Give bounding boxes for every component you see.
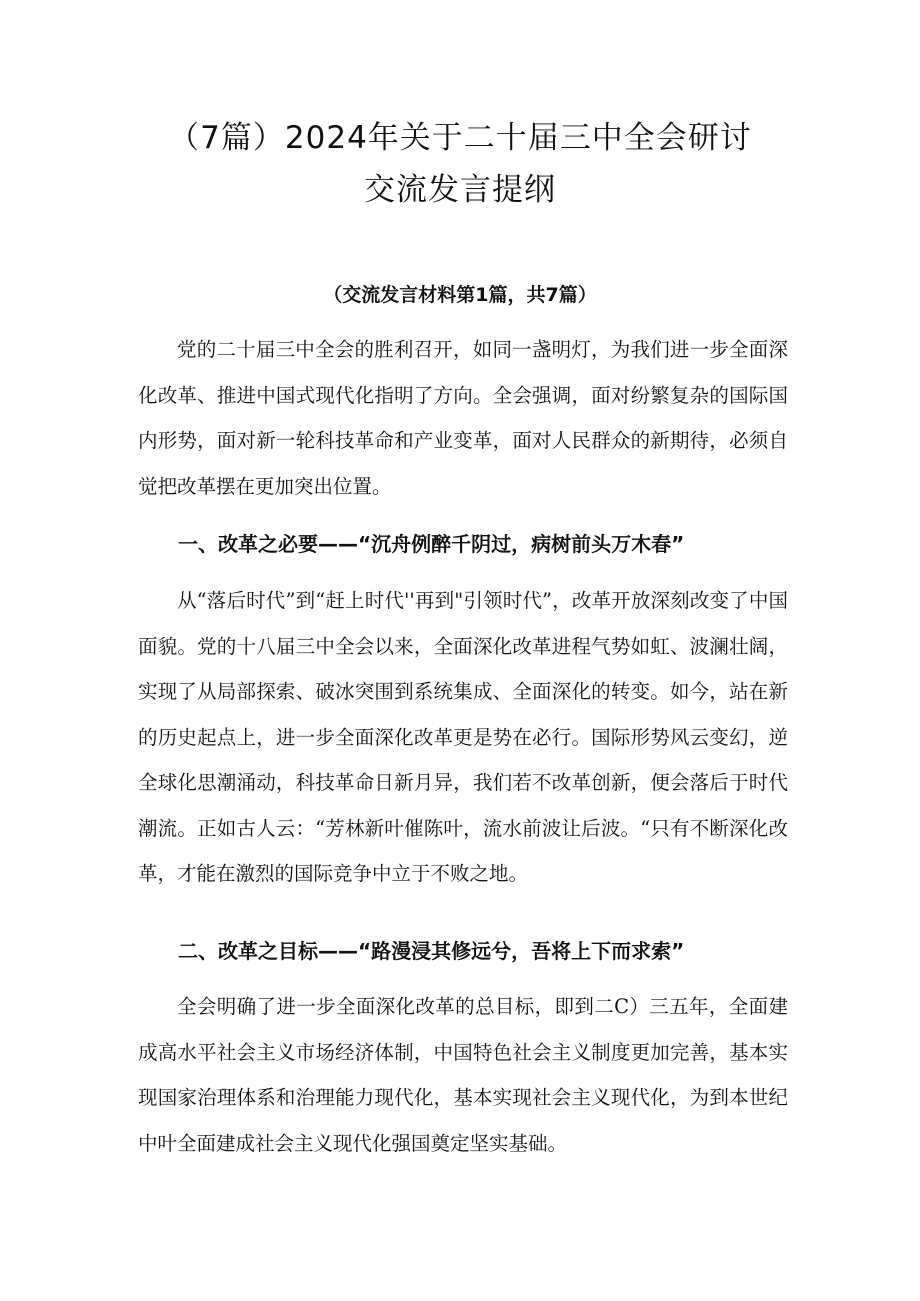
section-heading-2: 二、改革之目标——“路漫浸其修远兮，吾将上下而求索” xyxy=(178,939,685,963)
document-title-line-1: （7篇）2024年关于二十届三中全会研讨 xyxy=(168,120,752,156)
paragraph-intro: 党的二十届三中全会的胜利召开，如同一盏明灯，为我们进一步全面深化改革、推进中国式现代化指明了方向。全会强调，面对纷繁复杂的国际国内形势，面对新一轮科技革命和产业变革，面对人民群众的新期待，必须自觉把改革摆在更加突出位置。 xyxy=(138,338,788,498)
document-subheading: （交流发言材料第1篇，共7篇） xyxy=(323,284,597,306)
document-title-line-2: 交流发言提纲 xyxy=(364,172,556,208)
paragraph-section-2: 全会明确了进一步全面深化改革的总目标，即到二C）三五年，全面建成高水平社会主义市场经济体制，中国特色社会主义制度更加完善，基本实现国家治理体系和治理能力现代化，基本实现社会主义现代化，为到本世纪中叶全面建成社会主义现代化强国奠定坚实基础。 xyxy=(138,995,788,1155)
section-heading-1: 一、改革之必要——“沉舟例醉千阴过，病树前头万木春” xyxy=(178,532,685,556)
paragraph-section-1: 从“落后时代”到“赶上时代''再到"引领时代”，改革开放深刻改变了中国面貌。党的十八届三中全会以来，全面深化改革进程气势如虹、波澜壮阔，实现了从局部探索、破冰突围到系统集成、全面深化的转变。如今，站在新的历史起点上，进一步全面深化改革更是势在必行。国际形势风云变幻，逆全球化思潮涌动，科技革命日新月异，我们若不改革创新，便会落后于时代潮流。正如古人云：“芳林新叶催陈叶，流水前波让后波。“只有不断深化改革，才能在激烈的国际竞争中立于不败之地。 xyxy=(138,589,788,885)
